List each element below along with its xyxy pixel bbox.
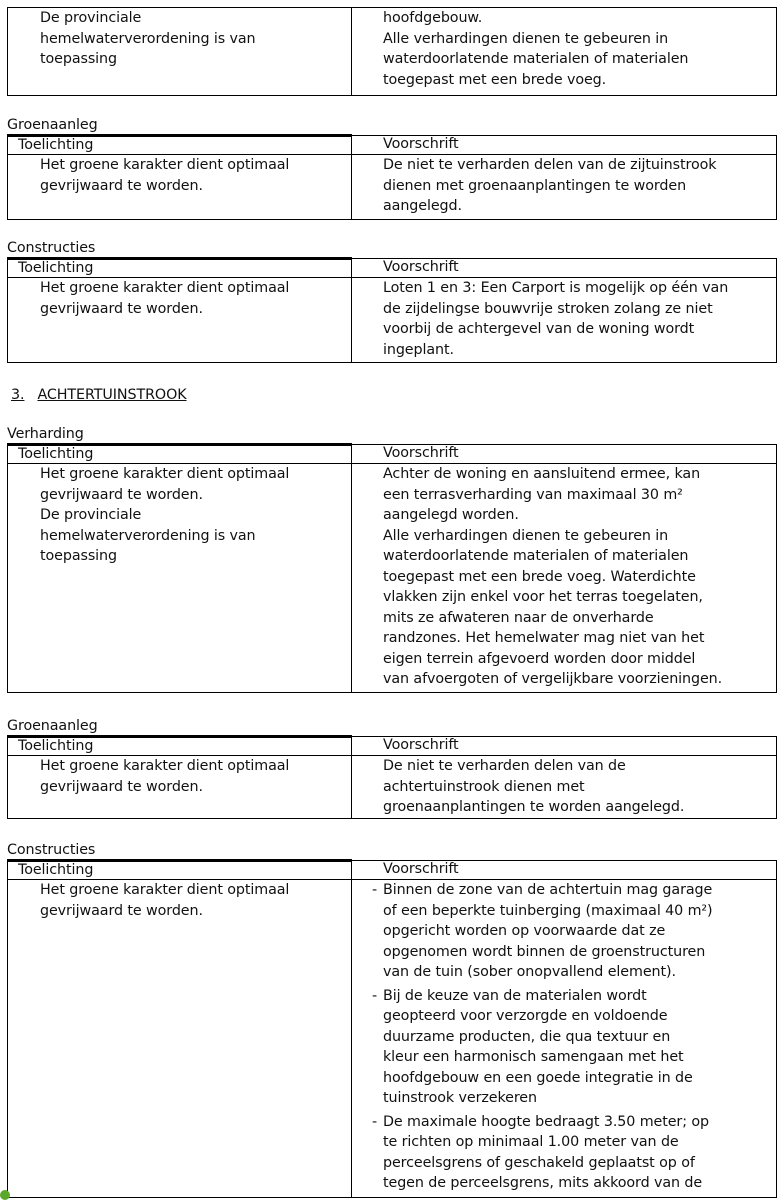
table-top-continuation [7, 7, 777, 96]
section-title-constructies: Constructies [7, 240, 96, 256]
text-line: Alle verhardingen dienen te gebeuren in [383, 30, 669, 47]
text-line: Loten 1 en 3: Een Carport is mogelijk op één van [383, 280, 729, 296]
text-line: mits ze afwateren naar de onverharde [383, 609, 654, 626]
header-toelichting: Toelichting [8, 737, 352, 756]
text-line: perceelsgrens of geschakeld geplaatst op of [383, 1154, 695, 1171]
text-line: gevrijwaard te worden. [40, 486, 203, 503]
voorschrift-cell [352, 880, 777, 1198]
text-line: Achter de woning en aansluitend ermee, kan [383, 466, 701, 482]
text-line: tegen de perceelsgrens, mits akkoord van de [383, 1175, 703, 1191]
text-line: gevrijwaard te worden. [40, 177, 203, 194]
text-line: of een beperkte tuinberging (maximaal 40 m²) [383, 902, 713, 919]
text-line: waterdoorlatende materialen of materialen [383, 51, 689, 67]
text-line: opgenomen wordt binnen de groenstructuren [383, 943, 706, 960]
voorschrift-cell [352, 756, 777, 819]
text-line: Het groene karakter dient optimaal [40, 280, 290, 296]
header-voorschrift: Voorschrift [352, 445, 777, 464]
text-line: van afvoergoten of vergelijkbare voorzieningen. [383, 671, 723, 687]
section-title-groenaanleg: Groenaanleg [7, 117, 98, 133]
text-line: aangelegd. [383, 198, 462, 214]
text-line: Het groene karakter dient optimaal [40, 466, 290, 482]
text-line: De niet te verharden delen van de [383, 758, 626, 774]
text-line: ingeplant. [383, 341, 454, 358]
voorschrift-cell [352, 464, 777, 693]
text-line: randzones. Het hemelwater mag niet van het [383, 630, 705, 646]
section-title-constructies: Constructies [7, 842, 96, 858]
text-line: van de tuin (sober onopvallend element). [383, 964, 676, 980]
header-voorschrift: Voorschrift [352, 136, 777, 155]
text-line: duurzame producten, die qua textuur en [383, 1028, 671, 1045]
text-line: eigen terrein afgevoerd worden door middel [383, 650, 696, 667]
text-line: toepassing [40, 548, 117, 564]
text-line: De niet te verharden delen van de zijtuinstrook [383, 157, 717, 173]
text-line: groenaanplantingen te worden aangelegd. [383, 799, 685, 815]
list-item [372, 1112, 770, 1194]
text-line: Binnen de zone van de achtertuin mag garage [383, 882, 713, 898]
text-line: opgericht worden op voorwaarde dat ze [383, 923, 666, 939]
text-line: dienen met groenaanplantingen te worden [383, 177, 687, 194]
text-line: toepassing [40, 51, 117, 67]
table-groenaanleg-zijtuin [7, 134, 777, 220]
toelichting-cell [8, 278, 352, 363]
header-toelichting: Toelichting [8, 861, 352, 880]
leaf-mark-icon [0, 1190, 10, 1200]
table-constructies-zijtuin [7, 257, 777, 363]
toelichting-cell [8, 464, 352, 693]
section-title: ACHTERTUINSTROOK [37, 387, 187, 403]
voorschrift-cell [352, 278, 777, 363]
text-line: gevrijwaard te worden. [40, 902, 203, 919]
text-line: toegepast met een brede voeg. [383, 71, 607, 88]
voorschrift-list [372, 880, 770, 1194]
text-line: De maximale hoogte bedraagt 3.50 meter; op [383, 1113, 709, 1130]
toelichting-cell [8, 8, 352, 96]
header-voorschrift: Voorschrift [352, 737, 777, 756]
text-line: hemelwaterverordening is van [40, 527, 256, 544]
text-line: een terrasverharding van maximaal 30 m² [383, 486, 683, 503]
section-title-verharding: Verharding [7, 426, 84, 442]
text-line: tuinstrook verzekeren [383, 1090, 537, 1106]
text-line: de zijdelingse bouwvrije stroken zolang ze niet [383, 300, 713, 317]
text-line: voorbij de achtergevel van de woning wordt [383, 321, 695, 337]
section-number: 3. [11, 387, 25, 403]
toelichting-cell [8, 880, 352, 1198]
voorschrift-cell [352, 8, 777, 96]
text-line: Het groene karakter dient optimaal [40, 157, 290, 173]
toelichting-cell [8, 756, 352, 819]
text-line: geopteerd voor verzorgde en voldoende [383, 1008, 668, 1024]
header-toelichting: Toelichting [8, 259, 352, 278]
text-line: kleur een harmonisch samengaan met het [383, 1049, 684, 1065]
table-verharding-achtertuin [7, 443, 777, 693]
text-line: hoofdgebouw. [383, 10, 483, 26]
text-line: gevrijwaard te worden. [40, 778, 203, 795]
text-line: Bij de keuze van de materialen wordt [383, 987, 647, 1004]
text-line: Het groene karakter dient optimaal [40, 882, 290, 898]
text-line: vlakken zijn enkel voor het terras toegelaten, [383, 589, 703, 605]
header-toelichting: Toelichting [8, 445, 352, 464]
section-title-groenaanleg: Groenaanleg [7, 718, 98, 734]
header-voorschrift: Voorschrift [352, 861, 777, 880]
text-line: aangelegd worden. [383, 507, 519, 523]
text-line: De provinciale [40, 10, 142, 26]
table-constructies-achtertuin [7, 859, 777, 1198]
section-heading-achtertuinstrook [11, 385, 187, 405]
header-toelichting: Toelichting [8, 136, 352, 155]
text-line: Alle verhardingen dienen te gebeuren in [383, 527, 669, 544]
text-line: Het groene karakter dient optimaal [40, 758, 290, 774]
voorschrift-cell [352, 155, 777, 220]
text-line: achtertuinstrook dienen met [383, 778, 585, 795]
list-item [372, 986, 770, 1109]
text-line: te richten op minimaal 1.00 meter van de [383, 1134, 679, 1150]
text-line: waterdoorlatende materialen of materialen [383, 548, 689, 564]
text-line: hoofdgebouw en een goede integratie in de [383, 1069, 693, 1086]
list-item [372, 880, 770, 983]
table-groenaanleg-achtertuin [7, 735, 777, 819]
text-line: gevrijwaard te worden. [40, 300, 203, 317]
text-line: De provinciale [40, 507, 142, 523]
header-voorschrift: Voorschrift [352, 259, 777, 278]
text-line: hemelwaterverordening is van [40, 30, 256, 47]
toelichting-cell [8, 155, 352, 220]
text-line: toegepast met een brede voeg. Waterdichte [383, 568, 696, 585]
